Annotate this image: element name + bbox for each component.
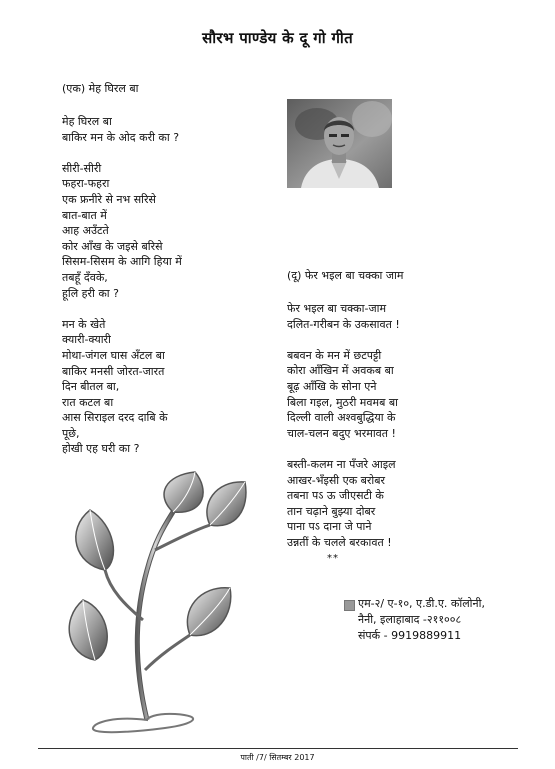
poem-line: दिन बीतल बा, [62, 380, 120, 394]
poem-line: बाकिर मन के ओद करी का ? [62, 130, 180, 144]
poem-line: क्यारी-क्यारी [62, 333, 111, 347]
poem-line: आखर-भँइसी एक बरोबर [287, 473, 386, 487]
poem-line: बबवन के मन में छटपट्टी [287, 348, 382, 362]
poem-line: मोथा-जंगल घास अँटल बा [62, 348, 165, 362]
author-address [344, 596, 485, 644]
page-footer: पाती /7/ सितम्बर 2017 [240, 753, 315, 762]
poem-line: आस सिराइल दरद दाबि के [62, 411, 168, 425]
poem-line: दिल्ली वाली अश्वबुद्धिया के [287, 411, 396, 425]
poem-line: पाना पऽ दाना जे पाने [287, 520, 372, 534]
poem-line: बूढ़ आँखि के सोना एने [287, 379, 377, 393]
poem-line: कोर आँख के जइसे बरिसे [62, 239, 163, 253]
poem1-body [62, 114, 182, 457]
poem-line: तबना पऽ ऊ जीएसटी के [287, 489, 384, 503]
footer-rule [38, 748, 518, 749]
poem-line: एक फ्रनीरे से नभ सरिसे [62, 192, 156, 206]
poem-line: होखी एह घरी का ? [62, 442, 140, 456]
page-title: सौरभ पाण्डेय के दू गो गीत [202, 29, 353, 47]
poem2-heading: (दू) फेर भइल बा चक्का जाम [287, 269, 404, 282]
author-photo-image [287, 99, 392, 188]
poem-line: मेह घिरल बा [62, 115, 112, 128]
poem-line: कोरा आँखिन में अवकब बा [287, 364, 394, 378]
poem-line: बिला गइल, मुठरी मवमब बा [287, 395, 398, 409]
square-bullet-icon [344, 600, 355, 611]
poem-line: चाल-चलन बदुए भरमावत ! [287, 426, 396, 440]
poem-line: सिसम-सिसम के आगि हिया में [62, 255, 182, 269]
poem-line: बस्ती-कलम ना पँजरे आइल [287, 457, 396, 471]
poem-line: फहरा-फहरा [62, 177, 110, 191]
poem-line: बाकिर मनसी जोरत-जारत [62, 364, 165, 378]
poem-line: बात-बात में [62, 208, 107, 222]
poem-line: उन्नतीं के चलले बरकावत ! [287, 535, 392, 549]
contact-line: संपर्क - 9919889911 [358, 629, 462, 642]
stanza-break [62, 145, 182, 161]
poem-line: पूछे, [62, 426, 80, 440]
author-photo [287, 99, 392, 188]
poem1-heading: (एक) मेह घिरल बा [62, 82, 139, 95]
poem-line: तबहूँ दँवके, [62, 270, 108, 284]
leaf-illustration [55, 470, 255, 735]
poem-line: मन के खेते [62, 317, 106, 331]
stanza-break [62, 301, 182, 317]
poem-line: दलित-गरीबन के उकसावत ! [287, 317, 400, 331]
poem-line: फेर भइल बा चक्का-जाम [287, 302, 387, 315]
poem-line: आह अउँटते [62, 224, 109, 238]
poem-line: हूलि हरी का ? [62, 286, 119, 300]
poem-line: तान चढ़ाने बुझ्या दोबर [287, 504, 376, 518]
stanza-break [287, 441, 400, 457]
poem-line: रात कटल बा [62, 395, 114, 409]
address-line: एम-२/ ए-१०, ए.डी.ए. कॉलोनी, [358, 597, 485, 610]
poem2-body [287, 301, 400, 551]
stanza-break [287, 332, 400, 348]
address-line: नैनी, इलाहाबाद -२११००८ [358, 613, 462, 626]
section-ornament: ** [327, 553, 339, 564]
poem-line: सीरी-सीरी [62, 161, 102, 175]
